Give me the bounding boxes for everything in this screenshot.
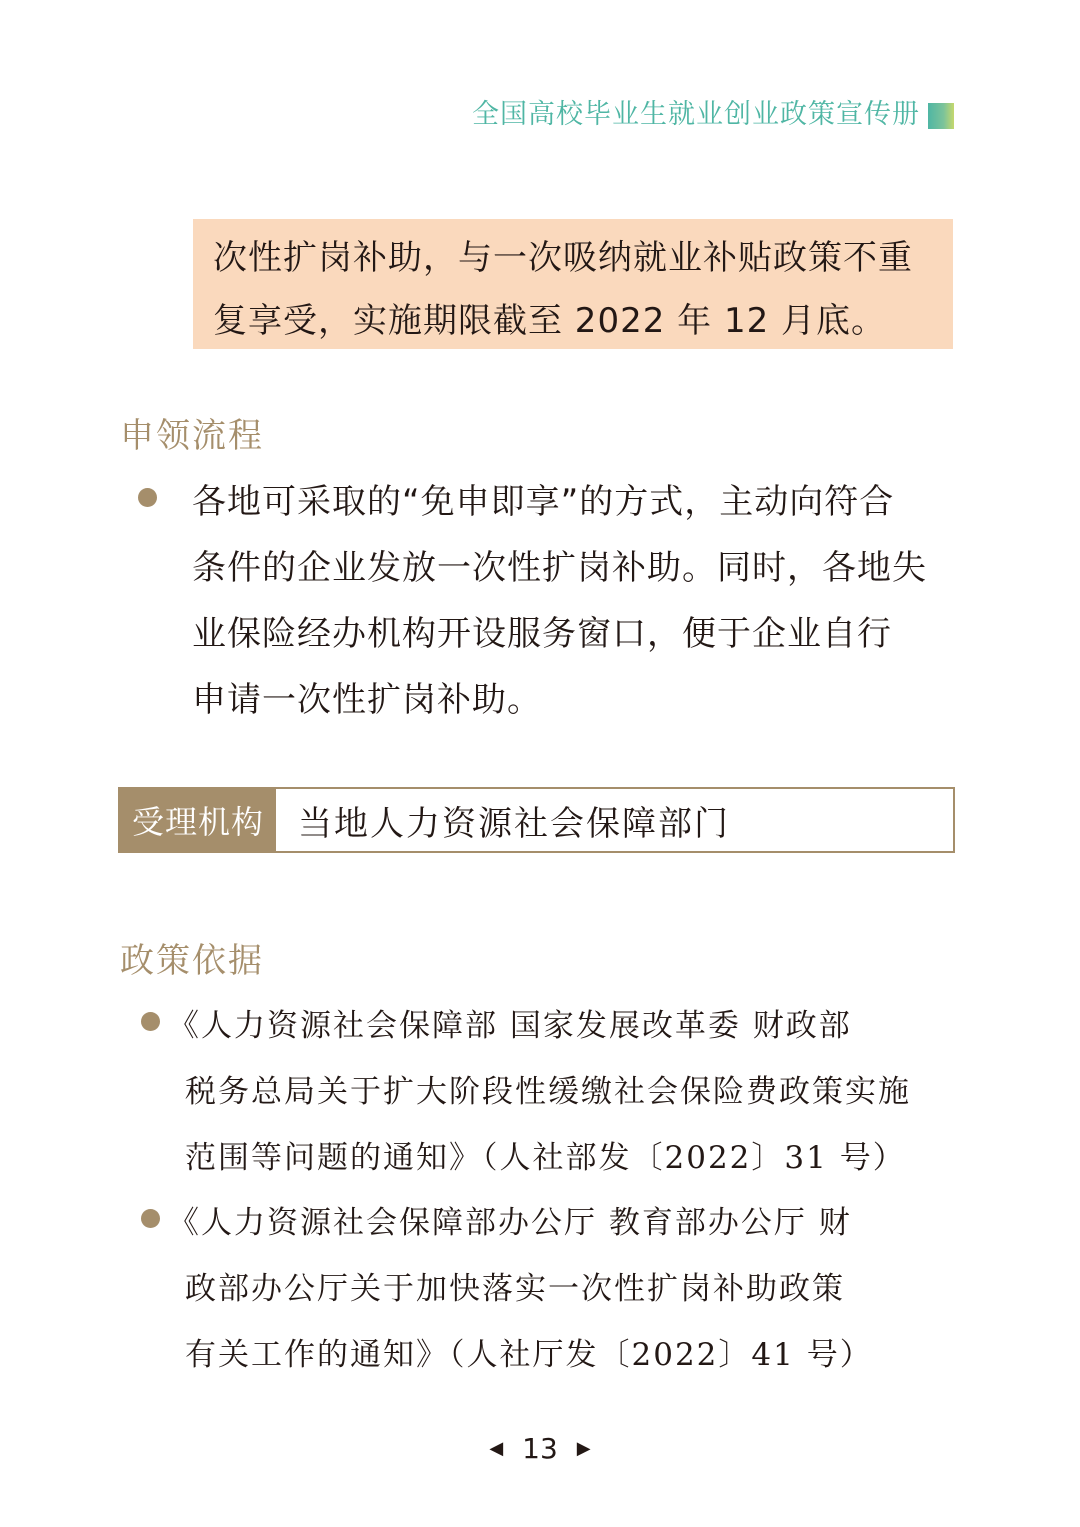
bullet-dot <box>141 1012 160 1031</box>
process-line: 各地可采取的“免申即享”的方式，主动向符合 <box>192 482 895 522</box>
page-number: 13 <box>522 1431 558 1465</box>
header-color-block <box>928 103 954 129</box>
bullet-dot <box>138 488 157 507</box>
highlight-box <box>193 219 953 349</box>
highlight-line: 次性扩岗补助，与一次吸纳就业补贴政策不重 <box>213 238 913 278</box>
process-line: 业保险经办机构开设服务窗口，便于企业自行 <box>192 614 892 654</box>
highlight-line: 复享受，实施期限截至 2022 年 12 月底。 <box>213 301 887 341</box>
process-line: 申请一次性扩岗补助。 <box>192 680 542 720</box>
policy-section-title: 政策依据 <box>120 941 264 981</box>
next-page-arrow-icon[interactable]: ▶ <box>576 1437 591 1459</box>
bullet-dot <box>141 1209 160 1228</box>
agency-label: 受理机构 <box>120 789 276 851</box>
process-line: 条件的企业发放一次性扩岗补助。同时，各地失 <box>192 548 927 588</box>
policy-ref-line: 《人力资源社会保障部办公厅 教育部办公厅 财 <box>168 1205 852 1241</box>
header-title: 全国高校毕业生就业创业政策宣传册 <box>472 99 920 130</box>
policy-ref-line: 《人力资源社会保障部 国家发展改革委 财政部 <box>168 1008 852 1044</box>
policy-ref-line: 范围等问题的通知》（人社部发〔2022〕31 号） <box>185 1140 906 1176</box>
policy-ref-line: 税务总局关于扩大阶段性缓缴社会保险费政策实施 <box>185 1074 911 1110</box>
page-navigation <box>0 1430 1080 1465</box>
policy-ref-line: 政部办公厅关于加快落实一次性扩岗补助政策 <box>185 1271 845 1307</box>
agency-box <box>118 787 955 853</box>
policy-ref-line: 有关工作的通知》（人社厅发〔2022〕41 号） <box>185 1337 873 1373</box>
agency-value: 当地人力资源社会保障部门 <box>298 803 730 844</box>
prev-page-arrow-icon[interactable]: ◀ <box>489 1437 504 1459</box>
process-section-title: 申领流程 <box>120 416 264 456</box>
